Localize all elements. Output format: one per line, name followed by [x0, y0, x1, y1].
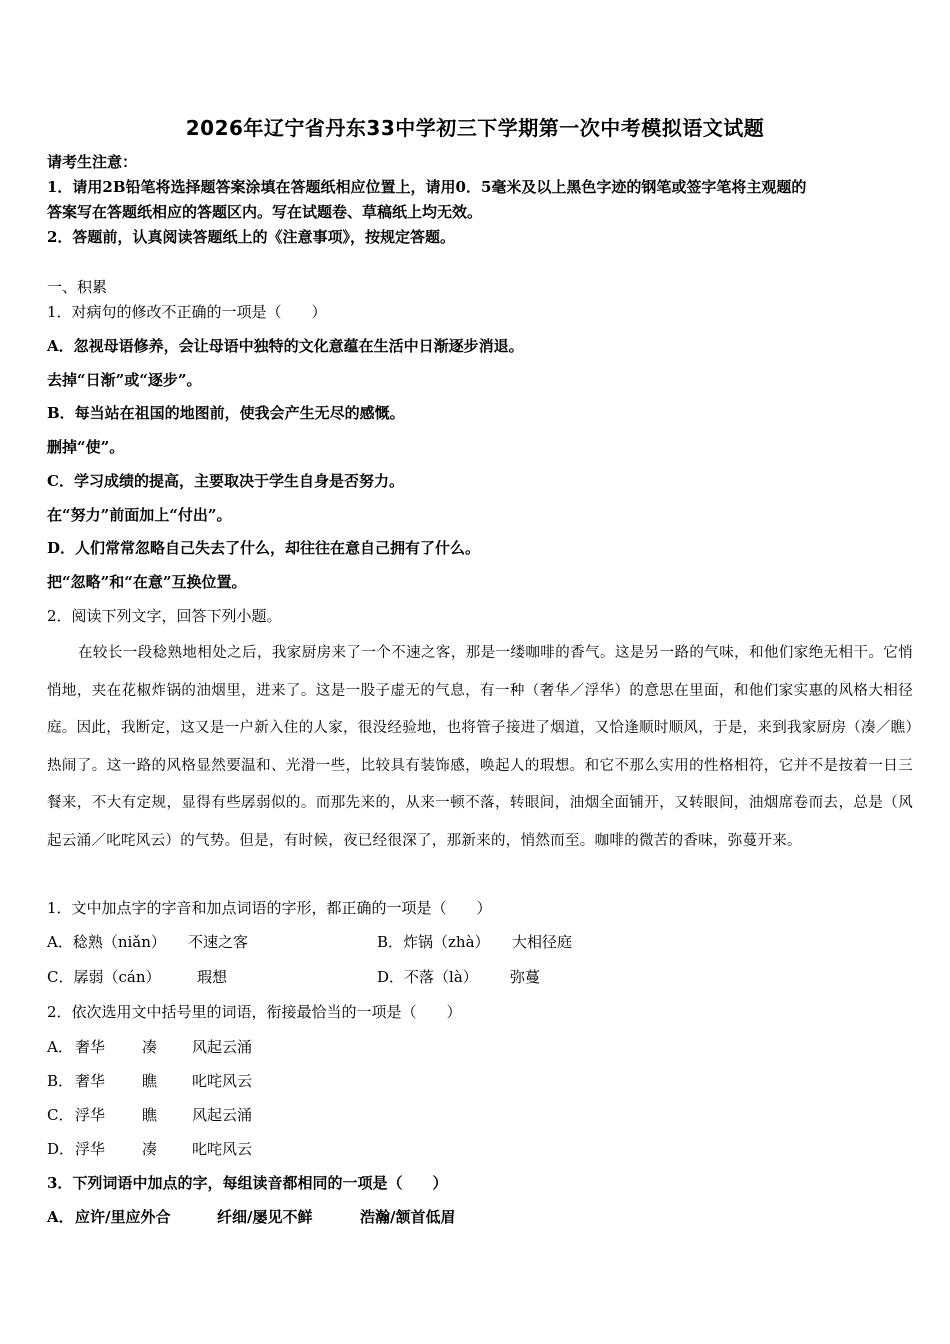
question-1-option-c-fix: 在“努力”前面加上“付出”。 [47, 506, 232, 524]
sub-question-2-option-a-word-2: 凑 [142, 1038, 158, 1056]
sub-question-2-option-c-word-3: 风起云涌 [192, 1106, 253, 1124]
question-3-option-a-word-2: 纤细/屡见不鲜 [217, 1208, 313, 1226]
question-1-option-a: A．忽视母语修养，会让母语中独特的文化意蕴在生活中日渐逐步消退。 [47, 337, 524, 355]
sub-question-1-option-a-label: A．稔熟（niǎn） [47, 933, 166, 951]
sub-question-1-option-d-label: D．不落（là） [377, 968, 478, 986]
sub-question-2-option-a-letter: A． [47, 1038, 73, 1056]
sub-question-2-option-a-word-1: 奢华 [75, 1038, 106, 1056]
page-title: 2026年辽宁省丹东33中学初三下学期第一次中考模拟语文试题 [185, 116, 765, 140]
question-1-option-d: D．人们常常忽略自己失去了什么，却往往在意自己拥有了什么。 [47, 539, 481, 557]
sub-question-2-option-b-word-3: 叱咤风云 [192, 1072, 253, 1090]
sub-question-1-stem: 1．文中加点字的字音和加点词语的字形，都正确的一项是（ ） [47, 899, 492, 917]
section-heading: 一、积累 [47, 278, 108, 296]
sub-question-2-option-d-letter: D． [47, 1140, 75, 1158]
notice-item-1-line-2: 答案写在答题纸相应的答题区内。写在试题卷、草稿纸上均无效。 [47, 203, 483, 221]
question-1-option-a-fix: 去掉“日渐”或“逐步”。 [47, 371, 202, 389]
question-1-option-c: C．学习成绩的提高，主要取决于学生自身是否努力。 [47, 472, 404, 490]
sub-question-2-option-d-word-1: 浮华 [75, 1140, 106, 1158]
sub-question-2-option-c-word-1: 浮华 [75, 1106, 106, 1124]
sub-question-2-option-b-letter: B． [47, 1072, 74, 1090]
reading-passage: 在较长一段稔熟地相处之后，我家厨房来了一个不速之客，那是一缕咖啡的香气。这是另一路的气味，和他们家绝无相干。它悄悄地，夹在花椒炸锅的油烟里，进来了。这是一股子虚无的气息，有一种（奢华／浮华）的意思在里面，和他们家实惠的风格大相径庭。因此，我断定，这又是一户新入住的人家，很没经验地，也将管子接进了烟道，又恰逢顺时顺风，于是，来到我家厨房（凑／瞧）热闹了。这一路的风格显然要温和、光滑一些，比较具有装饰感，唤起人的瑕想。和它不那么实用的性格相符，它并不是按着一日三餐来，不大有定规，显得有些孱弱似的。而那先来的，从来一顿不落，转眼间，油烟全面铺开，又转眼间，油烟席卷而去，总是（风起云涌／叱咤风云）的气势。但是，有时候，夜已经很深了，那新来的，悄然而至。咖啡的微苦的香味，弥蔓开来。 [47, 645, 913, 849]
sub-question-2-option-b-word-1: 奢华 [75, 1072, 106, 1090]
notice-item-2: 2．答题前，认真阅读答题纸上的《注意事项》，按规定答题。 [47, 228, 455, 246]
sub-question-2-option-b-word-2: 瞧 [142, 1072, 158, 1090]
question-3-option-a-word-1: 应许/里应外合 [75, 1208, 171, 1226]
question-3-option-a-word-3: 浩瀚/颔首低眉 [360, 1208, 456, 1226]
sub-question-1-option-a-word: 不速之客 [188, 933, 249, 951]
question-1-option-b-fix: 删掉“使”。 [47, 438, 125, 456]
question-1-option-b: B．每当站在祖国的地图前，使我会产生无尽的感慨。 [47, 404, 405, 422]
sub-question-2-option-c-letter: C． [47, 1106, 74, 1124]
question-1-option-d-fix: 把“忽略”和“在意”互换位置。 [47, 573, 247, 591]
sub-question-2-option-a-word-3: 风起云涌 [192, 1038, 253, 1056]
sub-question-2-option-d-word-2: 凑 [142, 1140, 158, 1158]
sub-question-1-option-c-label: C．孱弱（cán） [47, 968, 161, 986]
sub-question-1-option-b-label: B．炸锅（zhà） [377, 933, 490, 951]
question-3-option-a-letter: A． [47, 1208, 74, 1226]
question-2-stem: 2．阅读下列文字，回答下列小题。 [47, 607, 282, 625]
sub-question-1-option-d-word: 弥蔓 [510, 968, 541, 986]
notice-heading: 请考生注意： [47, 153, 138, 171]
sub-question-2-stem: 2．依次选用文中括号里的词语，衔接最恰当的一项是（ ） [47, 1003, 462, 1021]
notice-item-1-line-1: 1．请用2B铅笔将选择题答案涂填在答题纸相应位置上，请用0．5毫米及以上黑色字迹的钢笔或签字笔将主观题的 [47, 178, 807, 196]
sub-question-1-option-c-word: 瑕想 [197, 968, 228, 986]
sub-question-2-option-d-word-3: 叱咤风云 [192, 1140, 253, 1158]
sub-question-2-option-c-word-2: 瞧 [142, 1106, 158, 1124]
sub-question-1-option-b-word: 大相径庭 [512, 933, 573, 951]
question-1-stem: 1．对病句的修改不正确的一项是（ ） [47, 303, 327, 321]
question-3-stem: 3．下列词语中加点的字，每组读音都相同的一项是（ ） [47, 1174, 448, 1192]
